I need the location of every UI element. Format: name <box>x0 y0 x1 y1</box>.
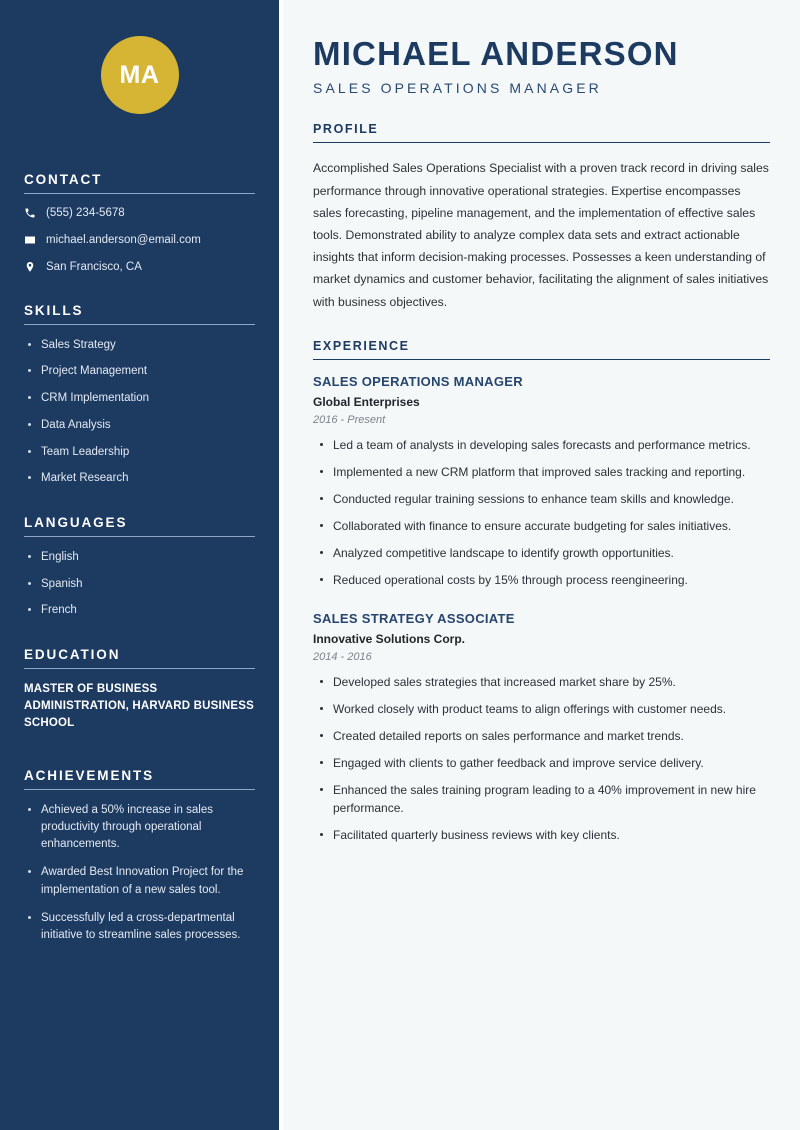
list-item: Awarded Best Innovation Project for the implementation of a new sales tool. <box>24 864 255 899</box>
envelope-icon <box>24 234 42 246</box>
list-item: Collaborated with finance to ensure accurate budgeting for sales initiatives. <box>313 517 770 535</box>
contact-heading: CONTACT <box>24 172 103 187</box>
contact-item-phone[interactable] <box>24 206 255 221</box>
contact-section <box>24 172 255 275</box>
list-item: Led a team of analysts in developing sales forecasts and performance metrics. <box>313 436 770 454</box>
page-title: MICHAEL ANDERSON <box>313 35 679 72</box>
list-item: French <box>24 602 255 619</box>
contact-item-email[interactable] <box>24 233 255 248</box>
languages-divider <box>24 536 255 537</box>
list-item: English <box>24 549 255 566</box>
education-entry: MASTER OF BUSINESS ADMINISTRATION, HARVARD BUSINESS SCHOOL <box>24 682 255 730</box>
list-item: Analyzed competitive landscape to identify growth opportunities. <box>313 544 770 562</box>
achievements-heading: ACHIEVEMENTS <box>24 767 155 783</box>
contact-email-value: michael.anderson@email.com <box>46 233 201 246</box>
list-item: Data Analysis <box>24 417 255 434</box>
list-item: Project Management <box>24 363 255 380</box>
skills-divider <box>24 324 255 325</box>
languages-list <box>24 549 255 619</box>
experience-entry <box>313 374 770 589</box>
experience-entry <box>313 611 770 844</box>
experience-company: Innovative Solutions Corp. <box>313 631 466 646</box>
list-item: Enhanced the sales training program leading to a 40% improvement in new hire performance. <box>313 781 770 817</box>
list-item: Engaged with clients to gather feedback and improve service delivery. <box>313 754 770 772</box>
profile-divider <box>313 142 770 143</box>
job-title-subtitle: SALES OPERATIONS MANAGER <box>313 80 602 97</box>
experience-role: SALES STRATEGY ASSOCIATE <box>313 610 515 626</box>
skills-list <box>24 337 255 487</box>
achievements-section <box>24 768 255 945</box>
list-item: Spanish <box>24 576 255 593</box>
contact-location-value: San Francisco, CA <box>46 260 142 273</box>
list-item: Successfully led a cross-departmental initiative to streamline sales processes. <box>24 910 255 945</box>
experience-company: Global Enterprises <box>313 394 420 409</box>
location-pin-icon <box>24 261 42 273</box>
list-item: Worked closely with product teams to align offerings with customer needs. <box>313 700 770 718</box>
list-item: Achieved a 50% increase in sales productivity through operational enhancements. <box>24 802 255 854</box>
languages-section <box>24 515 255 619</box>
experience-bullet-list <box>313 673 770 844</box>
skills-heading: SKILLS <box>24 302 84 318</box>
list-item: Reduced operational costs by 15% through process reengineering. <box>313 571 770 589</box>
profile-section <box>313 122 770 312</box>
list-item: Market Research <box>24 470 255 487</box>
profile-text: Accomplished Sales Operations Specialist with a proven track record in driving sales performance through innovative operational strategies. Expertise encompasses sales forecasting, pipeline management, and the implementation of effective sales tools. Demonstrated ability to analyze complex data sets and extract actionable insights that inform decision-making processes. Possesses a keen understanding of market dynamics and customer behavior, facilitating the alignment of sales initiatives with business objectives. <box>313 161 769 309</box>
experience-role: SALES OPERATIONS MANAGER <box>313 373 523 389</box>
avatar: MA <box>101 36 179 114</box>
languages-heading: LANGUAGES <box>24 514 128 530</box>
contact-phone-value: (555) 234-5678 <box>46 207 125 219</box>
experience-dates: 2014 - 2016 <box>313 650 372 663</box>
experience-heading: EXPERIENCE <box>313 338 410 353</box>
contact-divider <box>24 193 255 194</box>
list-item: CRM Implementation <box>24 390 255 407</box>
list-item: Implemented a new CRM platform that improved sales tracking and reporting. <box>313 463 770 481</box>
contact-list <box>24 206 255 275</box>
sidebar <box>0 0 279 1130</box>
list-item: Team Leadership <box>24 444 255 461</box>
avatar-container <box>24 0 255 114</box>
list-item: Conducted regular training sessions to enhance team skills and knowledge. <box>313 490 770 508</box>
main-content <box>283 0 800 1130</box>
experience-divider <box>313 359 770 360</box>
list-item: Developed sales strategies that increased market share by 25%. <box>313 673 770 691</box>
skills-section <box>24 303 255 487</box>
phone-icon <box>24 207 42 219</box>
experience-bullet-list <box>313 436 770 589</box>
experience-dates: 2016 - Present <box>313 413 386 426</box>
list-item: Sales Strategy <box>24 337 255 354</box>
profile-heading: PROFILE <box>313 122 379 137</box>
list-item: Facilitated quarterly business reviews with key clients. <box>313 826 770 844</box>
contact-item-location[interactable] <box>24 260 255 275</box>
experience-section <box>313 339 770 844</box>
education-divider <box>24 668 255 669</box>
achievements-list <box>24 802 255 945</box>
achievements-divider <box>24 789 255 790</box>
education-section <box>24 647 255 733</box>
education-heading: EDUCATION <box>24 646 121 662</box>
list-item: Created detailed reports on sales performance and market trends. <box>313 727 770 745</box>
